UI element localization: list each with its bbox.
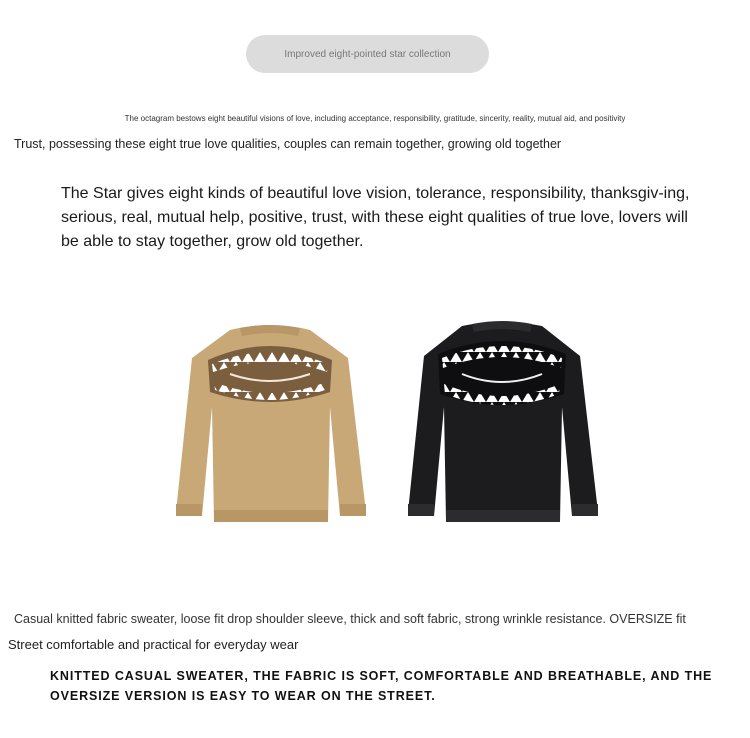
collection-pill-label: Improved eight-pointed star collection [284,48,451,60]
subtitle-small: The octagram bestows eight beautiful visions of love, including acceptance, responsibility, gratitude, sincerity, reality, mutual aid, and positivity [124,114,626,123]
khaki-sweater-image [170,312,370,534]
description-line-2: Street comfortable and practical for everyday wear [8,637,299,652]
description-line-1: Casual knitted fabric sweater, loose fit drop shoulder sleeve, thick and soft fabric, strong wrinkle resistance. OVERSIZE fit [14,612,686,626]
subtitle-line-2: Trust, possessing these eight true love qualities, couples can remain together, growing old together [14,137,562,151]
caps-description: KNITTED CASUAL SWEATER, THE FABRIC IS SOFT, COMFORTABLE AND BREATHABLE, AND THE OVERSIZE VERSION IS EASY TO WEAR ON THE STREET. [50,669,713,703]
intro-paragraph: The Star gives eight kinds of beautiful love vision, tolerance, responsibility, thanksgiv-ing, serious, real, mutual help, positive, trust, with these eight qualities of true love, lovers will be able to stay together, grow old together. [61,185,690,250]
black-sweater-image [402,312,602,534]
collection-pill [246,35,489,73]
